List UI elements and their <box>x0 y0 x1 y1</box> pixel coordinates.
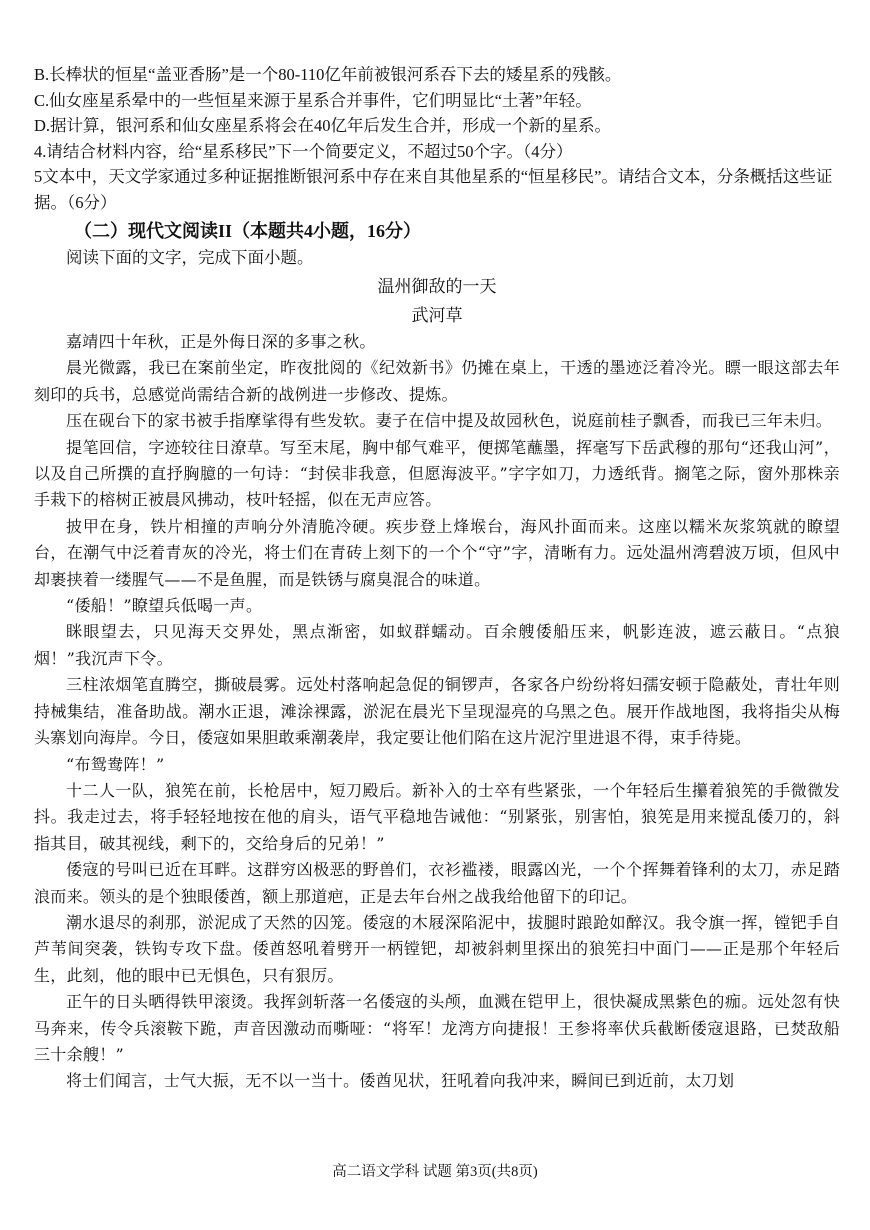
paragraph: 嘉靖四十年秋，正是外侮日深的多事之秋。 <box>66 332 376 351</box>
article-body <box>34 329 840 1095</box>
reading-instruction: 阅读下面的文字，完成下面小题。 <box>66 248 314 267</box>
paragraph: 压在砚台下的家书被手指摩挲得有些发软。妻子在信中提及故园秋色，说庭前桂子飘香，而我已三年未归。 <box>66 411 833 431</box>
page-footer: 高二语文学科 试题 第3页(共8页) <box>332 1164 538 1180</box>
section-heading: （二）现代文阅读II（本题共4小题，16分） <box>74 221 422 241</box>
paragraph: 提笔回信，字迹较往日潦草。写至末尾，胸中郁气难平，便掷笔蘸墨，挥毫写下岳武穆的那句“还我山河”，以及自己所撰的直抒胸臆的一句诗：“封侯非我意，但愿海波平。”字字如刀，力透纸背。搁笔之际，窗外那株亲手栽下的榕树正被晨风拂动，枝叶轻摇，似在无声应答。 <box>34 437 840 510</box>
paragraph: 倭寇的号叫已近在耳畔。这群穷凶极恶的野兽们，衣衫褴褛，眼露凶光，一个个挥舞着锋利的太刀，赤足踏浪而来。领头的是个独眼倭酋，额上那道疤，正是去年台州之战我给他留下的印记。 <box>34 860 840 906</box>
exam-page <box>34 62 840 1095</box>
paragraph: 披甲在身，铁片相撞的声响分外清脆冷硬。疾步登上烽堠台，海风扑面而来。这座以糯米灰浆筑就的瞭望台，在潮气中泛着青灰的冷光，将士们在青砖上刻下的一个个“守”字，清晰有力。远处温州湾碧波万顷，但风中却裹挟着一缕腥气——不是鱼腥，而是铁锈与腐臭混合的味道。 <box>34 516 840 589</box>
paragraph: 将士们闻言，士气大振，无不以一当十。倭酋见状，狂吼着向我冲来，瞬间已到近前，太刀划 <box>66 1071 735 1091</box>
paragraph: 正午的日头晒得铁甲滚烫。我挥剑斩落一名倭寇的头颅，血溅在铠甲上，很快凝成黑紫色的痂。远处忽有快马奔来，传令兵滚鞍下跪，声音因激动而嘶哑：“将军！龙湾方向捷报！王参将率伏兵截断倭寇退路，已焚敌船三十余艘！” <box>34 992 840 1064</box>
question-4: 4.请结合材料内容，给“星系移民”下一个简要定义，不超过50个字。（4分） <box>34 141 573 161</box>
option-d: D.据计算，银河系和仙女座星系将会在40亿年后发生合并，形成一个新的星系。 <box>34 116 612 135</box>
option-c: C.仙女座星系晕中的一些恒星来源于星系合并事件，它们明显比“土著”年轻。 <box>34 90 592 110</box>
article-author: 武河草 <box>411 306 463 325</box>
option-b: B.长棒状的恒星“盖亚香肠”是一个80-110亿年前被银河系吞下去的矮星系的残骸。 <box>34 65 622 84</box>
paragraph: 潮水退尽的刹那，淤泥成了天然的囚笼。倭寇的木屐深陷泥中，拔腿时踉跄如醉汉。我令旗一挥，镗钯手自芦苇间突袭，铁钩专攻下盘。倭酋怒吼着劈开一柄镗钯，却被斜刺里探出的狼筅扫中面门——正是那个年轻后生，此刻，他的眼中已无惧色，只有狠厉。 <box>34 912 840 985</box>
paragraph: “倭船！”瞭望兵低喝一声。 <box>66 596 263 616</box>
paragraph: 眯眼望去，只见海天交界处，黑点渐密，如蚁群蠕动。百余艘倭船压来，帆影连波，遮云蔽日。“点狼烟！”我沉声下令。 <box>34 622 840 668</box>
paragraph: 十二人一队，狼筅在前，长枪居中，短刀殿后。新补入的士卒有些紧张，一个年轻后生攥着狼筅的手微微发抖。我走过去，将手轻轻地按在他的肩头，语气平稳地告诫他：“别紧张，别害怕，狼筅是用来搅乱倭刀的，斜指其目，破其视线，剩下的，交给身后的兄弟！” <box>34 780 840 853</box>
paragraph: 晨光微露，我已在案前坐定，昨夜批阅的《纪效新书》仍摊在桌上，干透的墨迹泛着冷光。瞟一眼这部去年刻印的兵书，总感觉尚需结合新的战例进一步修改、提炼。 <box>34 358 840 404</box>
paragraph: “布鸳鸯阵！” <box>66 754 165 774</box>
article-title: 温州御敌的一天 <box>377 277 497 296</box>
paragraph: 三柱浓烟笔直腾空，撕破晨雾。远处村落响起急促的铜锣声，各家各户纷纷将妇孺安顿于隐蔽处，青壮年则持械集结，准备助战。潮水正退，滩涂裸露，淤泥在晨光下呈现湿亮的乌黑之色。展开作战地图，我将指尖从梅头寨划向海岸。今日，倭寇如果胆敢乘潮袭岸，我定要让他们陷在这片泥泞里进退不得，束手待毙。 <box>34 675 840 748</box>
question-5: 5文本中，天文学家通过多种证据推断银河系中存在来自其他星系的“恒星移民”。请结合文本，分条概括这些证据。（6分） <box>34 167 833 212</box>
